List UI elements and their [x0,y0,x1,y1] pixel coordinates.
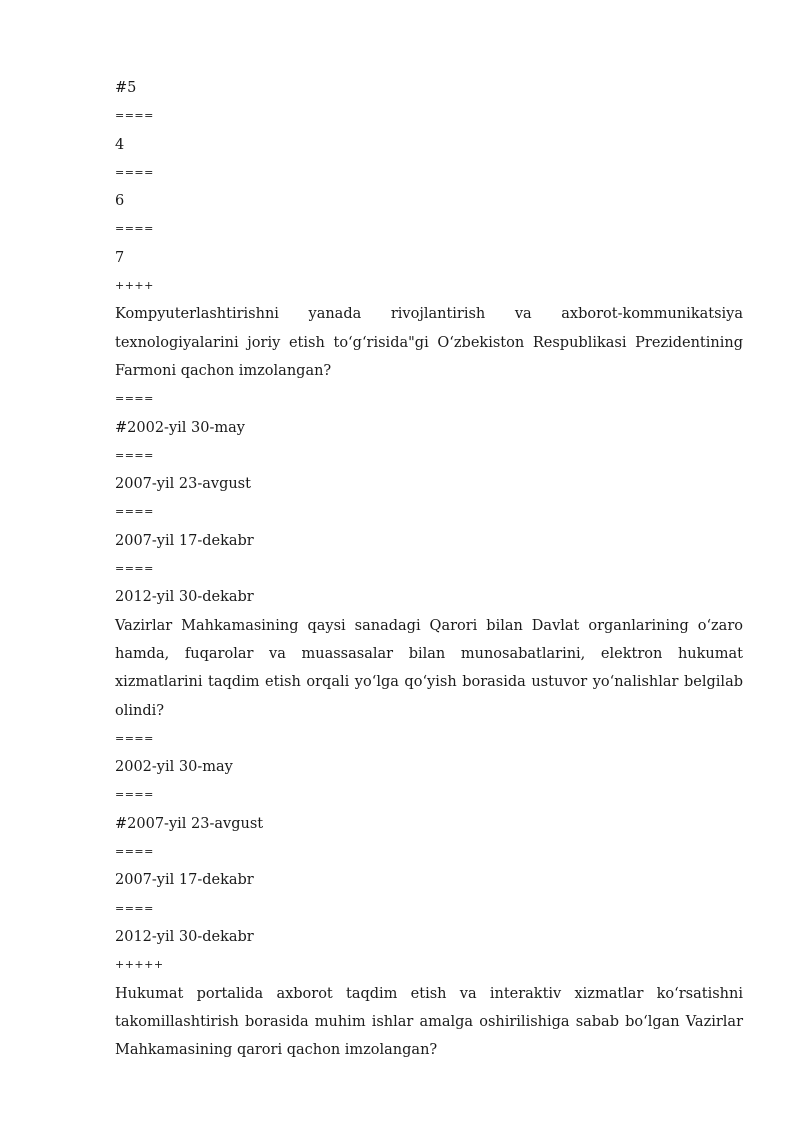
answer-line: 7 [115,249,125,266]
document-body [115,74,743,1064]
separator: ==== [115,448,154,462]
separator: ==== [115,788,154,802]
separator: ==== [115,731,154,745]
question-text: Vazirlar Mahkamasining qaysi sanadagi Qarori bilan Davlat organlarining o‘zaro hamda, fuqarolar va muassasalar bilan munosabatlarini, elektron hukumat xizmatlarini taqdim etish orqali yo‘lga qo‘yish borasida ustuvor yo‘nalishlar belgilab olindi? [115,617,743,719]
answer-line: #2007-yil 23-avgust [115,815,264,832]
question-text: Hukumat portalida axborot taqdim etish va interaktiv xizmatlar ko‘rsatishni takomillashtirish borasida muhim ishlar amalga oshirilishiga sabab bo‘lgan Vazirlar Mahkamasining qarori qachon imzolangan? [115,985,743,1059]
question-separator: ++++ [115,279,154,293]
separator: ==== [115,392,154,406]
separator: ==== [115,505,154,519]
answer-line: 2012-yil 30-dekabr [115,589,254,606]
separator: ==== [115,562,154,576]
answer-line: 2012-yil 30-dekabr [115,928,254,945]
separator: ==== [115,109,154,123]
answer-line: 2002-yil 30-may [115,759,233,776]
answer-line: #2002-yil 30-may [115,419,245,436]
separator: ==== [115,845,154,859]
separator: ==== [115,165,154,179]
answer-line: 2007-yil 17-dekabr [115,872,254,889]
question-text: Kompyuterlashtirishni yanada rivojlantirish va axborot-kommunikatsiya texnologiyalarini joriy etish to‘g‘risida"gi O‘zbekiston Respublikasi Prezidentining Farmoni qachon imzolangan? [115,306,743,379]
answer-line: 2007-yil 17-dekabr [115,532,254,549]
answer-line: 2007-yil 23-avgust [115,476,251,493]
question-separator: +++++ [115,958,164,972]
separator: ==== [115,901,154,915]
separator: ==== [115,222,154,236]
answer-line: 6 [115,193,125,210]
answer-line: #5 [115,80,137,96]
answer-line: 4 [115,136,125,153]
